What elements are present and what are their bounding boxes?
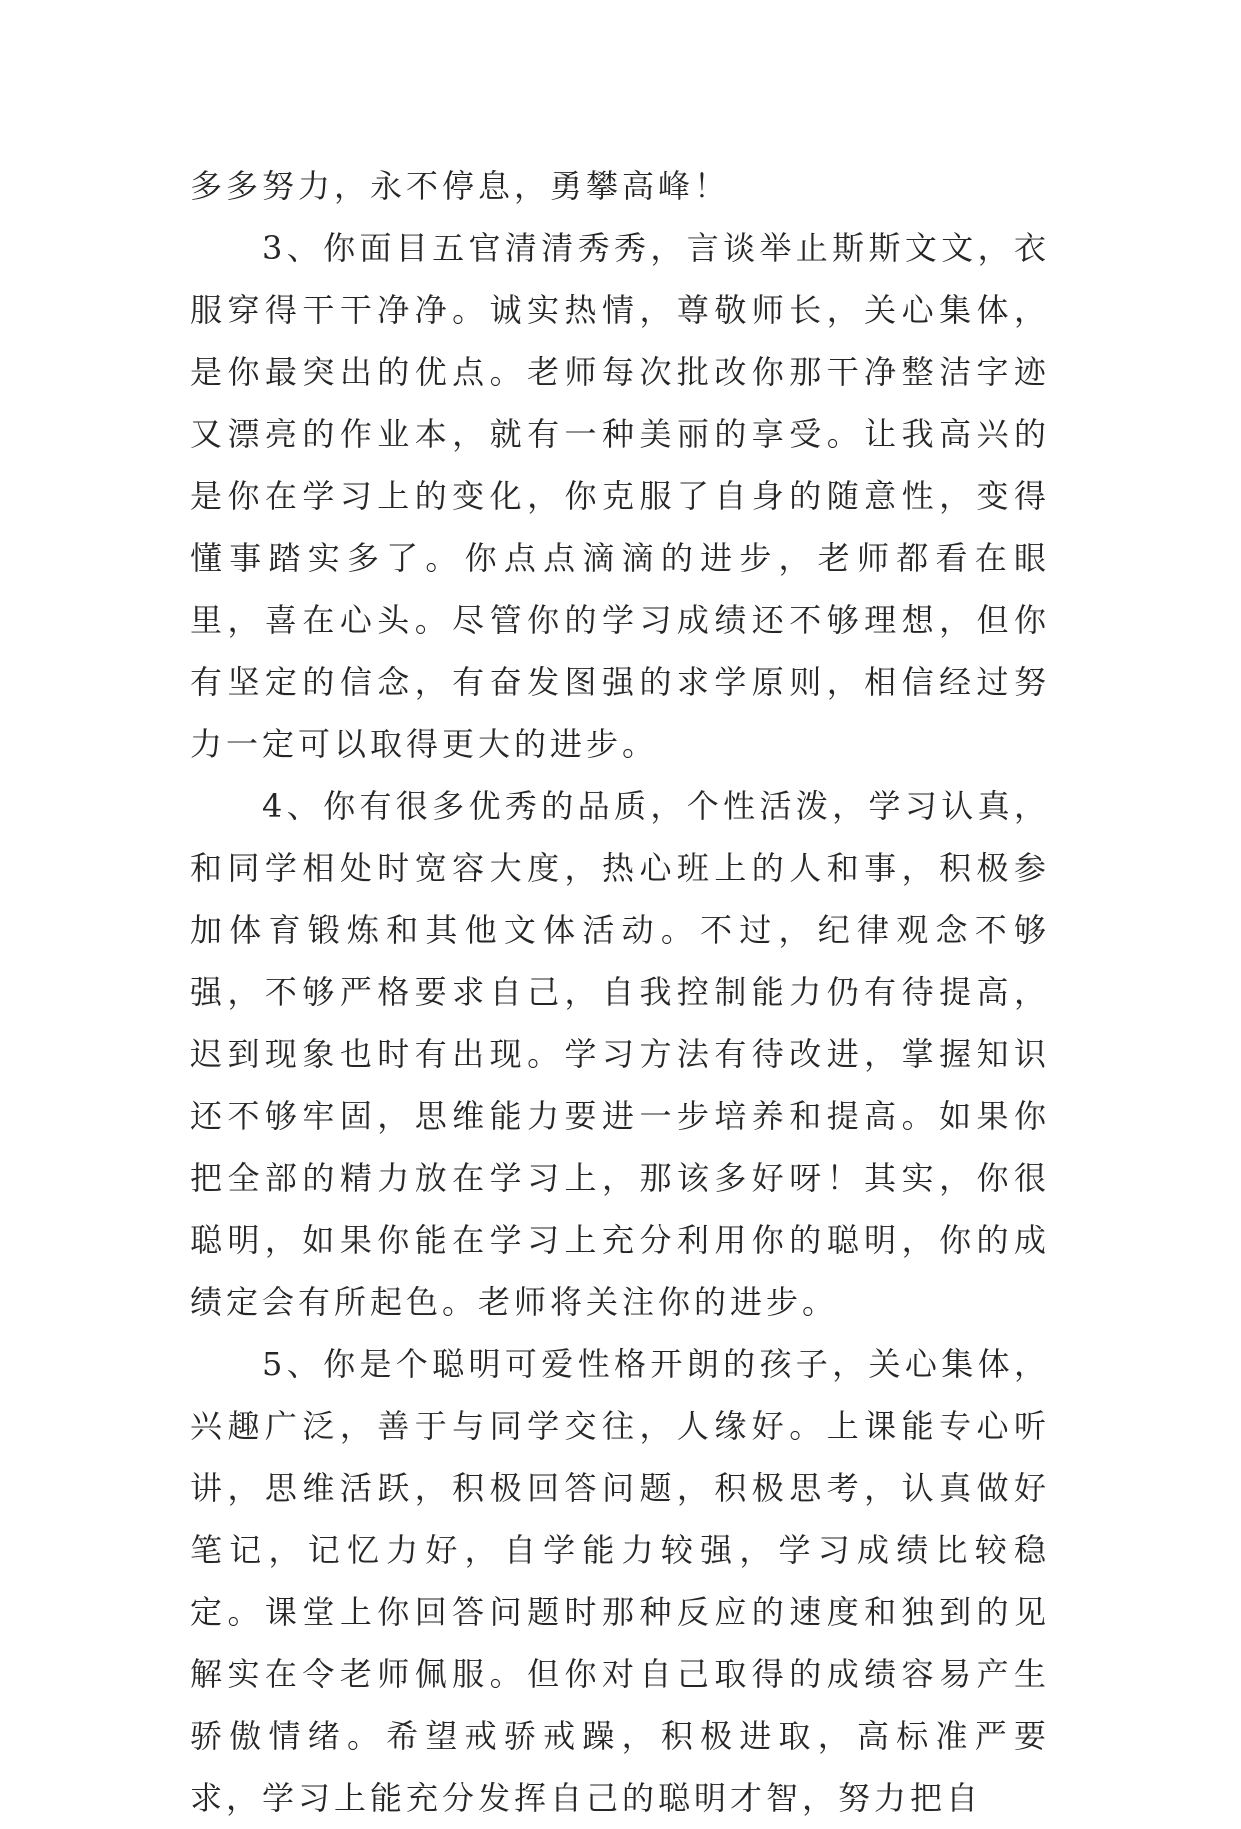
paragraph-continuation: 多多努力，永不停息，勇攀高峰！ <box>190 167 731 205</box>
paragraph-comment-4: 4、你有很多优秀的品质，个性活泼，学习认真，和同学相处时宽容大度，热心班上的人和事，积极参加体育锻炼和其他文体活动。不过，纪律观念不够强，不够严格要求自己，自我控制能力仍有待提高，迟到现象也时有出现。学习方法有待改进，掌握知识还不够牢固，思维能力要进一步培养和提高。如果你把全部的精力放在学习上，那该多好呀！其实，你很聪明，如果你能在学习上充分利用你的聪明，你的成绩定会有所起色。老师将关注你的进步。 <box>190 787 1050 1321</box>
paragraph-comment-5: 5、你是个聪明可爱性格开朗的孩子，关心集体，兴趣广泛，善于与同学交往，人缘好。上课能专心听讲，思维活跃，积极回答问题，积极思考，认真做好笔记，记忆力好，自学能力较强，学习成绩比较稳定。课堂上你回答问题时那种反应的速度和独到的见解实在令老师佩服。但你对自己取得的成绩容易产生骄傲情绪。希望戒骄戒躁，积极进取，高标准严要求，学习上能充分发挥自己的聪明才智，努力把自 <box>190 1345 1050 1817</box>
paragraph-comment-3: 3、你面目五官清清秀秀，言谈举止斯斯文文，衣服穿得干干净净。诚实热情，尊敬师长，关心集体，是你最突出的优点。老师每次批改你那干净整洁字迹又漂亮的作业本，就有一种美丽的享受。让我高兴的是你在学习上的变化，你克服了自身的随意性，变得懂事踏实多了。你点点滴滴的进步，老师都看在眼里，喜在心头。尽管你的学习成绩还不够理想，但你有坚定的信念，有奋发图强的求学原则，相信经过努力一定可以取得更大的进步。 <box>190 229 1050 763</box>
document-body <box>190 155 1050 1829</box>
